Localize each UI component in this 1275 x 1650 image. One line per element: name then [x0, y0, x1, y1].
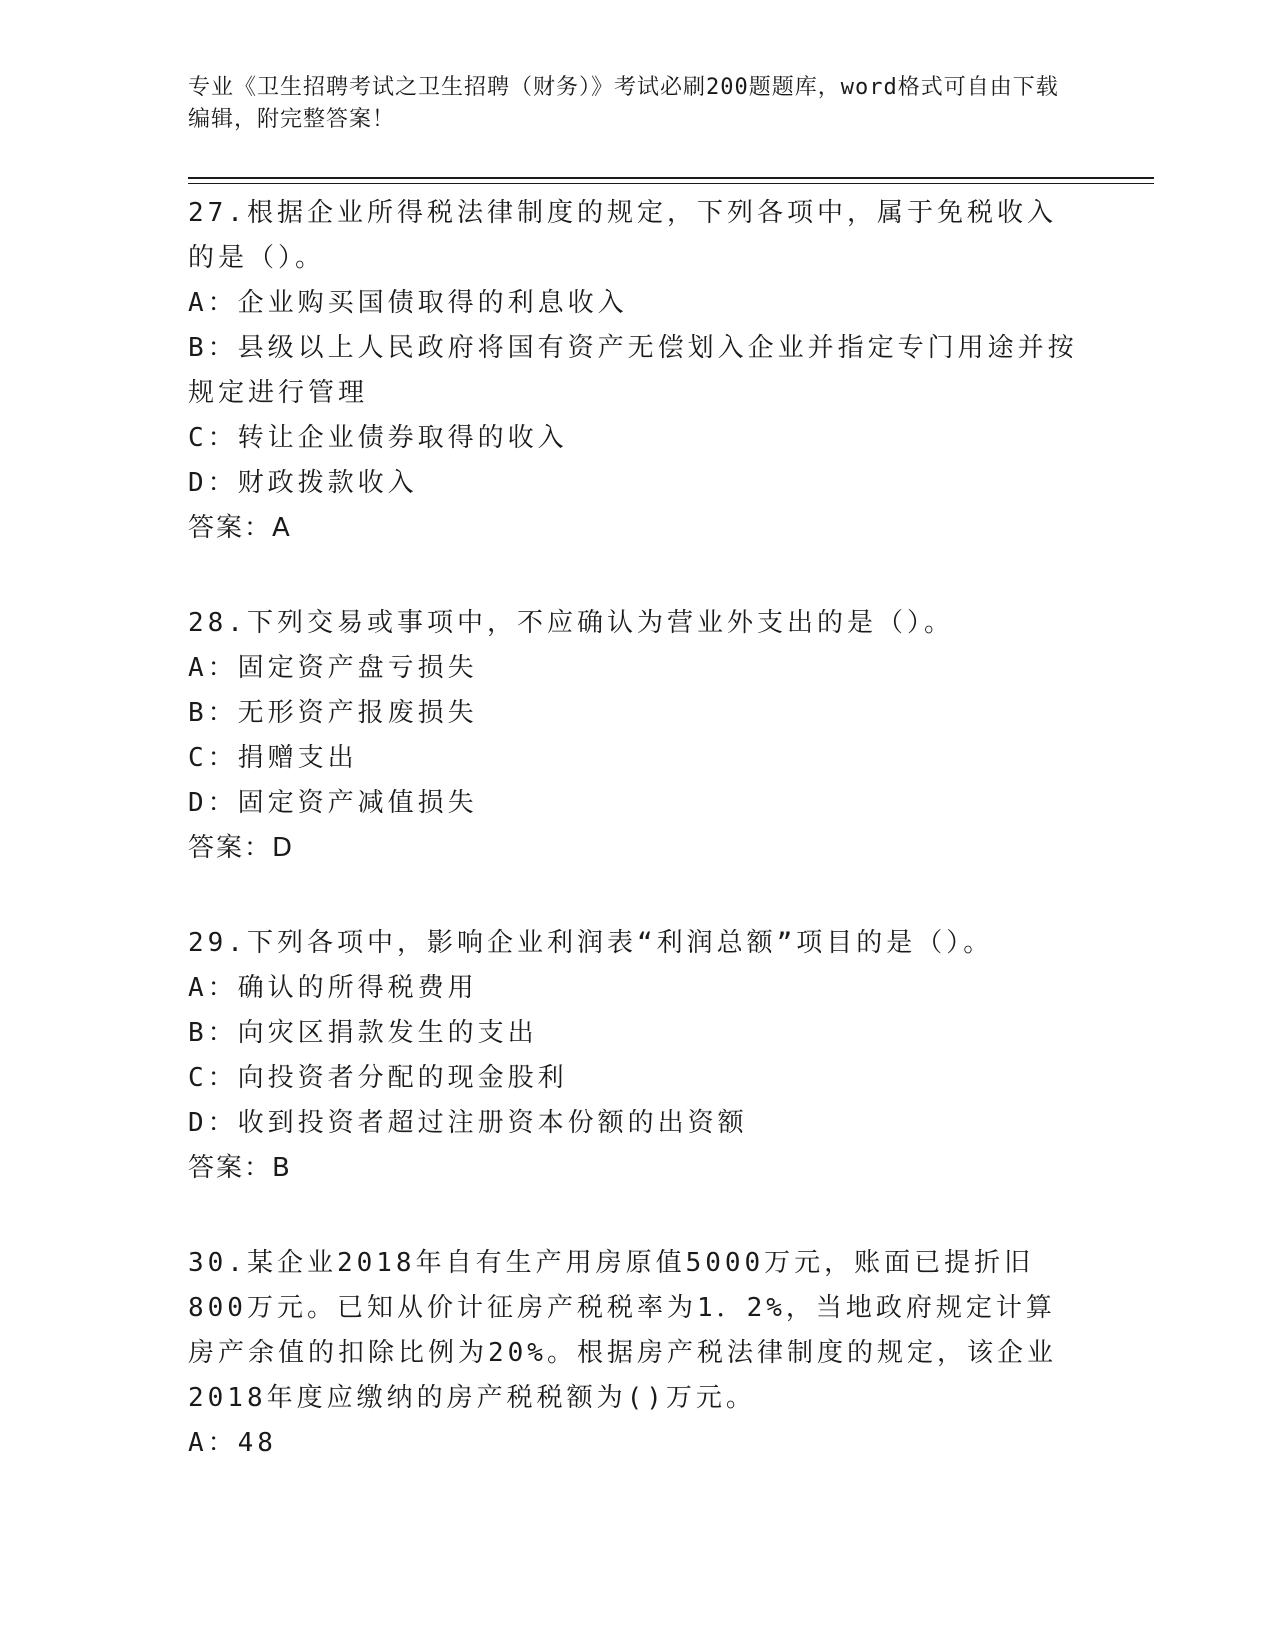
- option-d: D：收到投资者超过注册资本份额的出资额: [188, 1108, 748, 1138]
- question-text: 29.下列各项中，影响企业利润表“利润总额”项目的是（）。: [188, 928, 994, 958]
- option-c: C：捐赠支出: [188, 743, 358, 773]
- question-30: [188, 1241, 1078, 1466]
- question-28: [188, 601, 1078, 871]
- header-divider-thin: [188, 183, 1154, 184]
- option-a: A：确认的所得税费用: [188, 973, 478, 1003]
- option-d: D：财政拨款收入: [188, 468, 418, 498]
- option-b: B：县级以上人民政府将国有资产无偿划入企业并指定专门用途并按规定进行管理: [188, 333, 1078, 408]
- answer-line: 答案：A: [188, 513, 292, 543]
- option-a: A：固定资产盘亏损失: [188, 653, 478, 683]
- option-a: A：48: [188, 1428, 277, 1458]
- question-29: [188, 921, 1078, 1191]
- option-c: C：向投资者分配的现金股利: [188, 1063, 568, 1093]
- header-divider-thick: [188, 177, 1154, 179]
- question-text: 27.根据企业所得税法律制度的规定，下列各项中，属于免税收入的是（）。: [188, 198, 1057, 273]
- option-b: B：无形资产报废损失: [188, 698, 478, 728]
- option-a: A：企业购买国债取得的利息收入: [188, 288, 628, 318]
- option-b: B：向灾区捐款发生的支出: [188, 1018, 538, 1048]
- answer-line: 答案：D: [188, 833, 295, 863]
- question-27: [188, 191, 1078, 551]
- option-d: D：固定资产减值损失: [188, 788, 478, 818]
- question-text: 30.某企业2018年自有生产用房原值5000万元，账面已提折旧800万元。已知从价计征房产税税率为1．2%，当地政府规定计算房产余值的扣除比例为20%。根据房产税法律制度的规定，该企业2018年度应缴纳的房产税税额为()万元。: [188, 1248, 1057, 1413]
- document-header: 专业《卫生招聘考试之卫生招聘（财务）》考试必刷200题题库，word格式可自由下载编辑，附完整答案！: [188, 75, 1059, 132]
- question-list: [188, 191, 1078, 1516]
- answer-line: 答案：B: [188, 1153, 292, 1183]
- question-text: 28.下列交易或事项中，不应确认为营业外支出的是（）。: [188, 608, 954, 638]
- option-c: C：转让企业债券取得的收入: [188, 423, 568, 453]
